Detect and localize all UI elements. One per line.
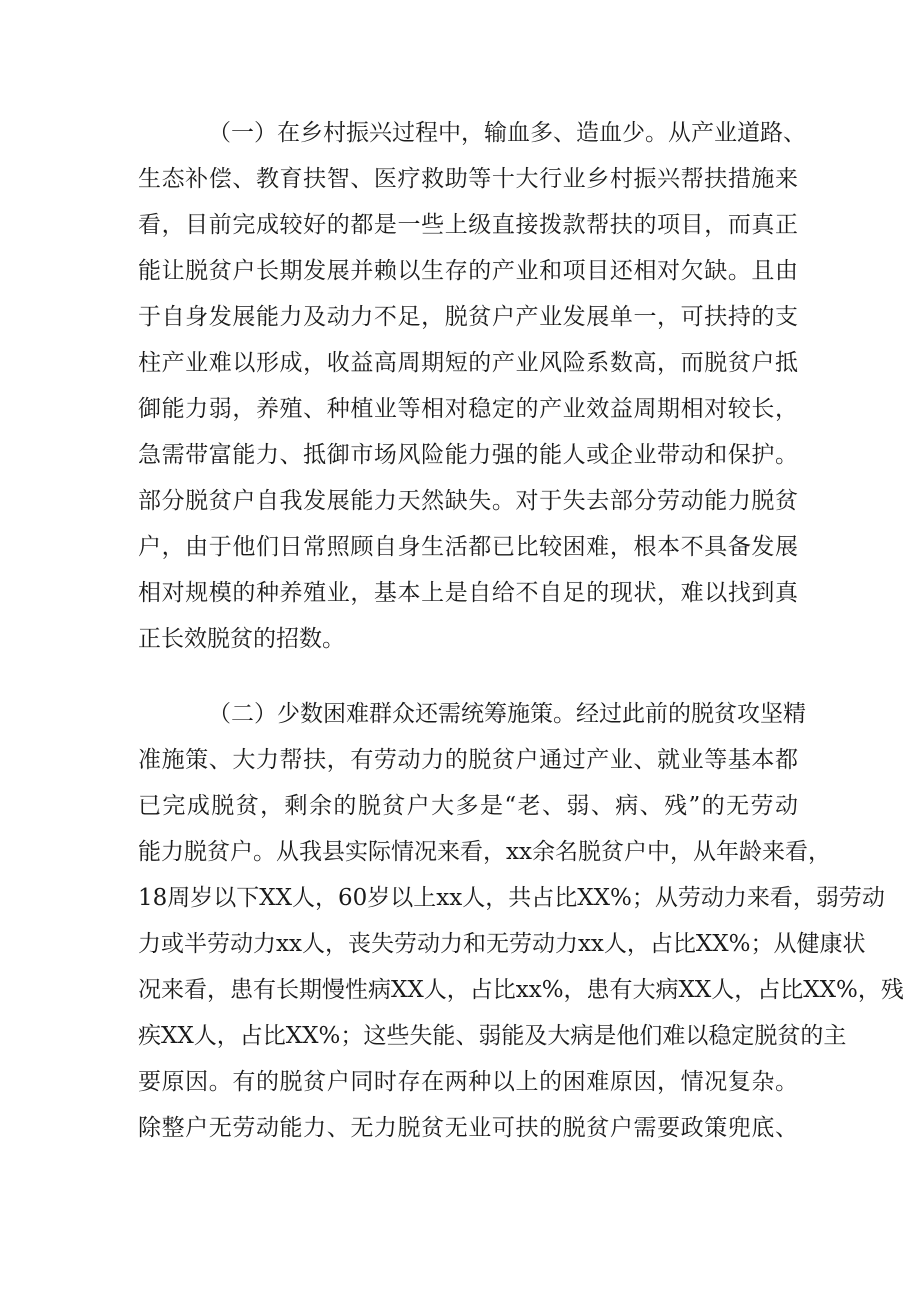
paragraph-2-line-10: 除整户无劳动能力、无力脱贫无业可扶的脱贫户需要政策兜底、 — [138, 1115, 798, 1141]
paragraph-1-line-11: 相对规模的种养殖业，基本上是自给不自足的现状，难以找到真 — [138, 580, 798, 606]
paragraph-1-line-6: 柱产业难以形成，收益高周期短的产业风险系数高，而脱贫户抵 — [138, 350, 798, 376]
paragraph-1-line-10: 户，由于他们日常照顾自身生活都已比较困难，根本不具备发展 — [138, 534, 798, 560]
paragraph-1-line-9: 部分脱贫户自我发展能力天然缺失。对于失去部分劳动能力脱贫 — [138, 488, 798, 514]
paragraph-2-line-5: 18周岁以下XX人，60岁以上xx人，共占比XX%；从劳动力来看，弱劳动 — [138, 885, 885, 911]
paragraph-1-line-12: 正长效脱贫的招数。 — [138, 626, 345, 652]
paragraph-1-line-3: 看，目前完成较好的都是一些上级直接拨款帮扶的项目，而真正 — [138, 212, 798, 238]
paragraph-2-line-2: 准施策、大力帮扶，有劳动力的脱贫户通过产业、就业等基本都 — [138, 747, 798, 773]
paragraph-1-line-2: 生态补偿、教育扶智、医疗救助等十大行业乡村振兴帮扶措施来 — [138, 166, 798, 192]
paragraph-1-line-8: 急需带富能力、抵御市场风险能力强的能人或企业带动和保护。 — [138, 442, 798, 468]
paragraph-2-line-4: 能力脱贫户。从我县实际情况来看，xx余名脱贫户中，从年龄来看， — [138, 839, 831, 865]
paragraph-2-line-3: 已完成脱贫，剩余的脱贫户大多是“老、弱、病、残”的无劳动 — [138, 793, 798, 819]
paragraph-1-line-1: （一）在乡村振兴过程中，输血多、造血少。从产业道路、 — [208, 120, 806, 146]
paragraph-2-line-9: 要原因。有的脱贫户同时存在两种以上的困难原因，情况复杂。 — [138, 1069, 798, 1095]
paragraph-2-line-8: 疾XX人，占比XX%；这些失能、弱能及大病是他们难以稳定脱贫的主 — [138, 1023, 847, 1049]
paragraph-1-line-4: 能让脱贫户长期发展并赖以生存的产业和项目还相对欠缺。且由 — [138, 258, 798, 284]
paragraph-2-line-1: （二）少数困难群众还需统筹施策。经过此前的脱贫攻坚精 — [208, 701, 806, 727]
paragraph-2-line-6: 力或半劳动力xx人，丧失劳动力和无劳动力xx人，占比XX%；从健康状 — [138, 931, 866, 957]
paragraph-1-line-5: 于自身发展能力及动力不足，脱贫户产业发展单一，可扶持的支 — [138, 304, 798, 330]
paragraph-2-line-7: 况来看，患有长期慢性病XX人，占比xx%，患有大病XX人，占比XX%，残 — [138, 977, 904, 1003]
paragraph-1-line-7: 御能力弱，养殖、种植业等相对稳定的产业效益周期相对较长， — [138, 396, 798, 422]
